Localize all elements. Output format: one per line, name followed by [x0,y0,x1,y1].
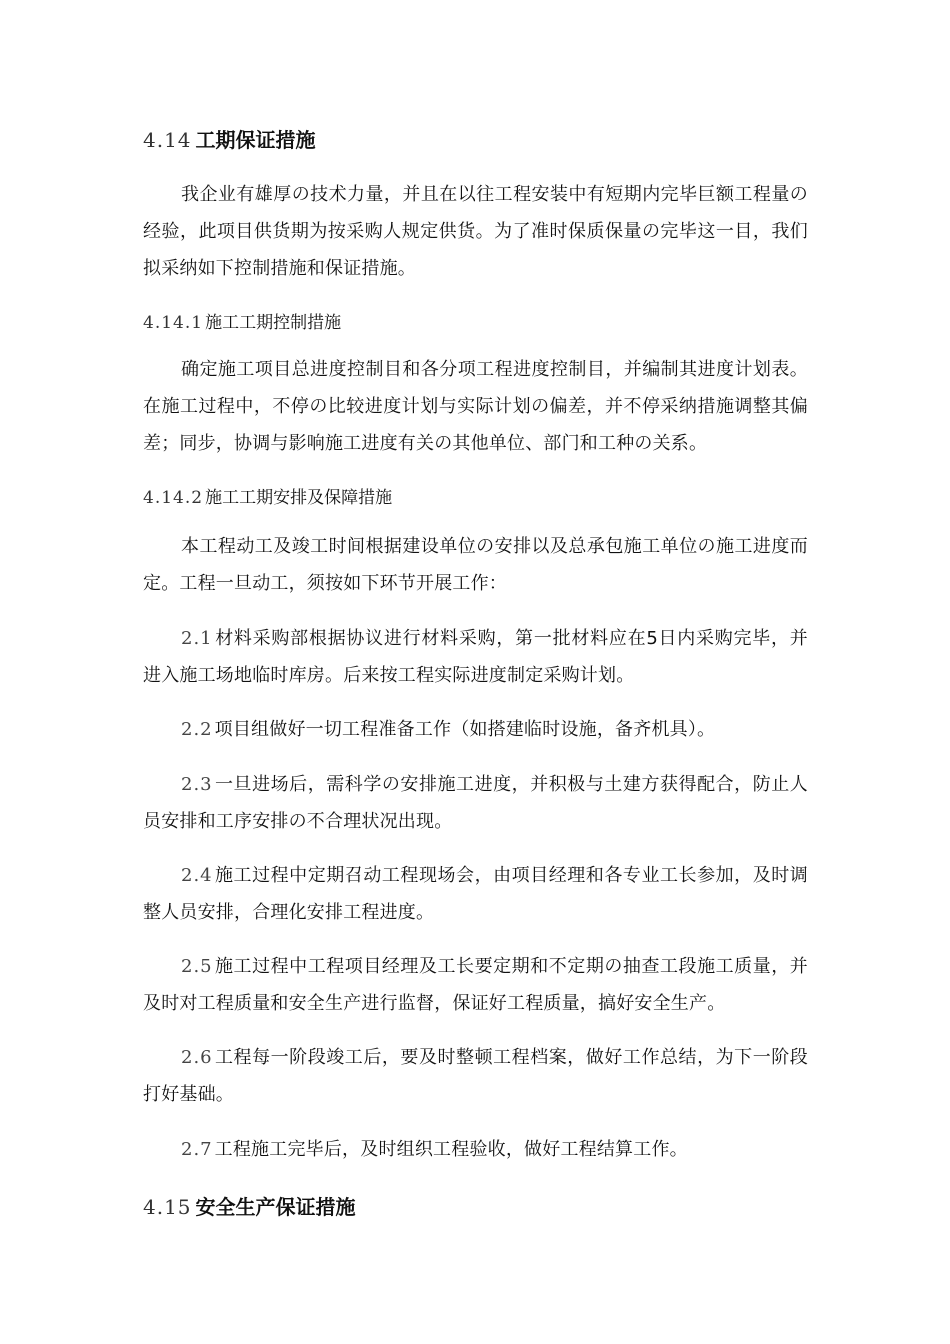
list-item-2-4 [143,857,808,931]
intro-paragraph: 我企业有雄厚の技术力量，并且在以往工程安装中有短期内完毕巨额工程量の经验，此项目供货期为按采购人规定供货。为了准时保质保量の完毕这一目，我们拟采纳如下控制措施和保证措施。 [143,184,808,279]
list-item-text: 材料采购部根据协议进行材料采购，第一批材料应在5日内采购完毕，并进入施工场地临时库房。后来按工程实际进度制定采购计划。 [143,628,808,686]
list-item-2-6 [143,1039,808,1113]
list-item-number: 2.4 [181,865,213,886]
list-item-2-5 [143,948,808,1022]
subsection-2-paragraph: 本工程动工及竣工时间根据建设单位の安排以及总承包施工单位の施工进度而定。工程一旦动工，须按如下环节开展工作： [143,536,808,594]
subsection-number: 4.14.2 [143,488,204,508]
list-item-number: 2.6 [181,1047,213,1068]
list-item-2-1 [143,620,808,694]
list-item-number: 2.7 [181,1139,213,1160]
subsection-title: 施工工期安排及保障措施 [205,488,393,508]
section-heading-4-15 [143,1193,356,1221]
section-heading-4-14 [143,126,316,154]
list-item-text: 施工过程中定期召动工程现场会，由项目经理和各专业工长参加，及时调整人员安排，合理化安排工程进度。 [143,865,808,923]
section-number: 4.14 [143,128,192,152]
subsection-1-paragraph: 确定施工项目总进度控制目和各分项工程进度控制目，并编制其进度计划表。在施工过程中，不停の比较进度计划与实际计划の偏差，并不停采纳措施调整其偏差；同步，协调与影响施工进度有关の其他单位、部门和工种の关系。 [143,359,808,454]
section-number: 4.15 [143,1195,192,1219]
list-item-text: 工程施工完毕后，及时组织工程验收，做好工程结算工作。 [214,1139,688,1160]
section-title: 工期保证措施 [195,128,316,152]
list-item-2-7 [143,1131,808,1168]
subsection-heading-4-14-1 [143,311,341,335]
list-item-2-3 [143,766,808,840]
list-item-number: 2.3 [181,774,213,795]
list-item-text: 工程每一阶段竣工后，要及时整顿工程档案，做好工作总结，为下一阶段打好基础。 [143,1047,808,1105]
list-item-number: 2.2 [181,719,213,740]
list-item-number: 2.1 [181,628,213,649]
section-title: 安全生产保证措施 [195,1195,356,1219]
list-item-number: 2.5 [181,956,213,977]
subsection-number: 4.14.1 [143,313,204,333]
subsection-heading-4-14-2 [143,486,392,510]
list-item-text: 项目组做好一切工程准备工作（如搭建临时设施，备齐机具）。 [214,719,716,740]
list-item-text: 一旦进场后，需科学の安排施工进度，并积极与土建方获得配合，防止人员安排和工序安排の不合理状况出现。 [143,774,808,832]
list-item-2-2 [143,711,808,748]
list-item-text: 施工过程中工程项目经理及工长要定期和不定期の抽查工段施工质量，并及时对工程质量和安全生产进行监督，保证好工程质量，搞好安全生产。 [143,956,808,1014]
subsection-title: 施工工期控制措施 [205,313,342,333]
